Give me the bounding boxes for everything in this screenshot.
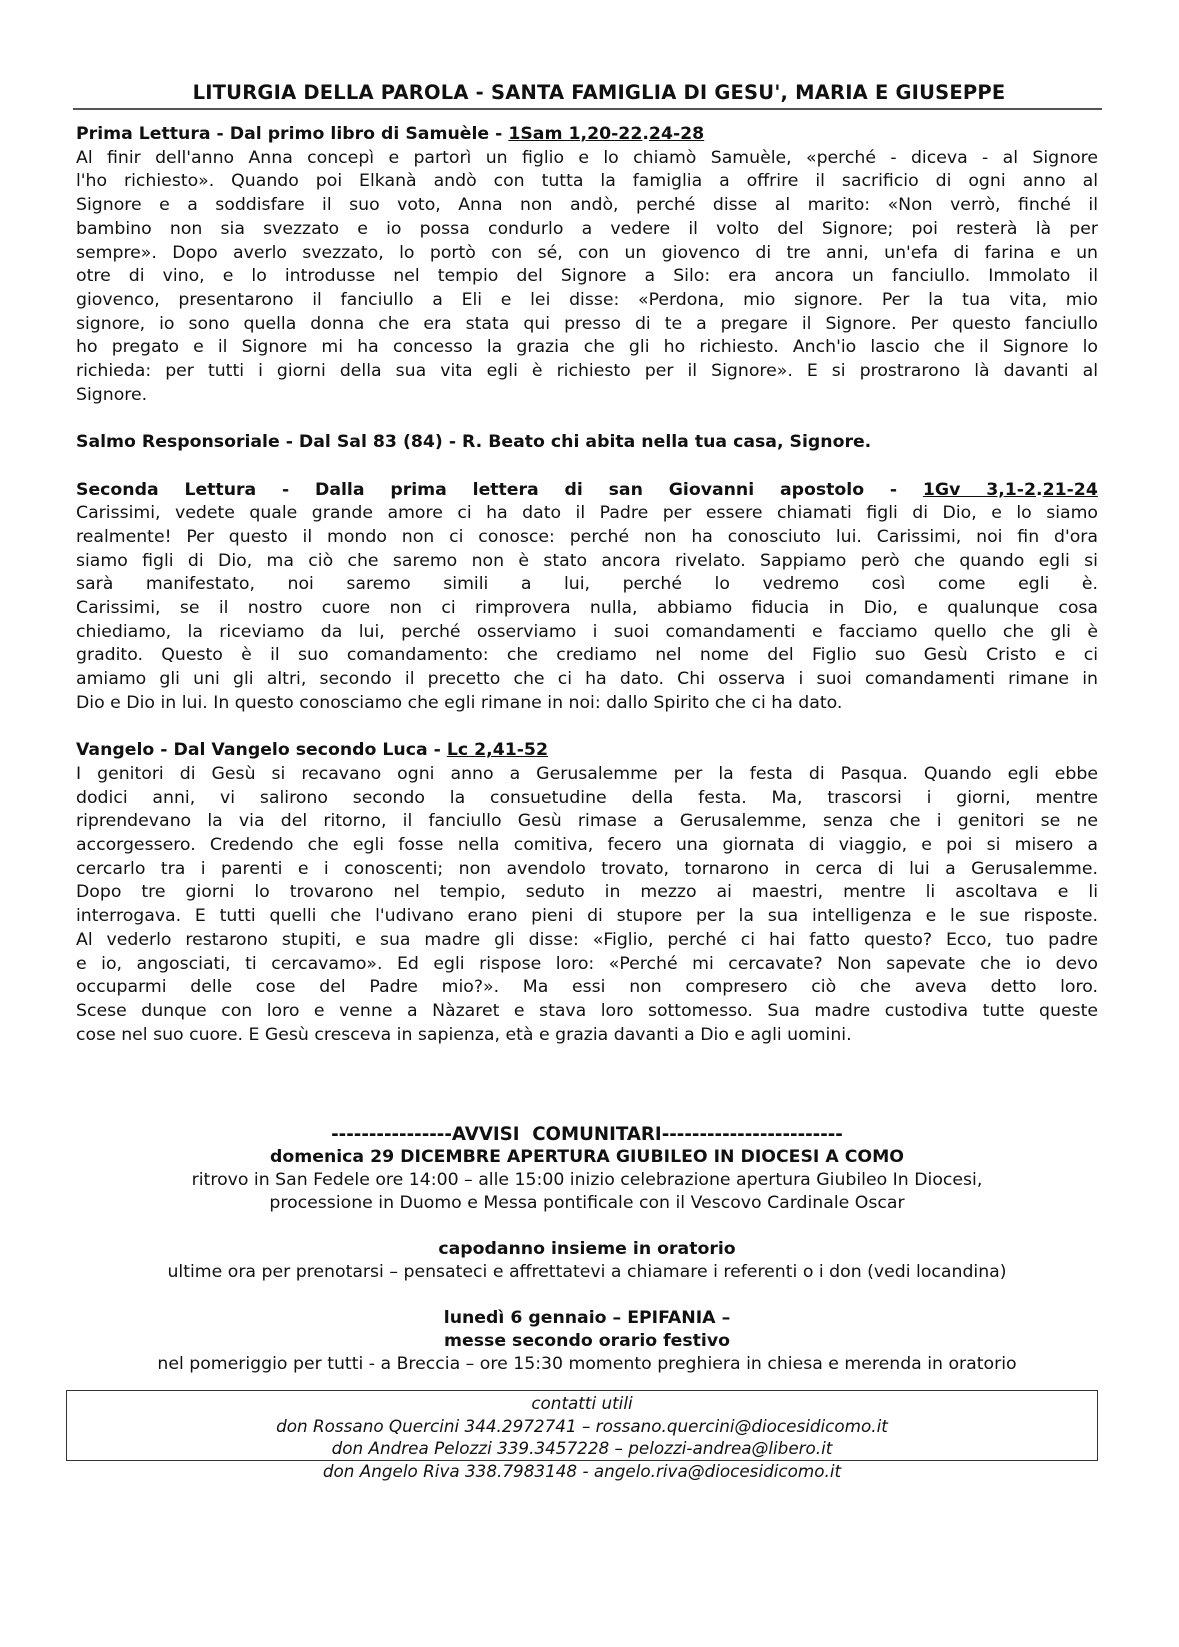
heading-word: apostolo [779,479,865,500]
avviso-subtitle: messe secondo orario festivo [444,1331,730,1351]
text-line: interrogava. E tutti quelli che l'udivano erano pieni di stupore per la sua intelligenza e le sue risposte. [76,906,1098,927]
avviso-line: ritrovo in San Fedele ore 14:00 – alle 15:00 inizio celebrazione apertura Giubileo In Diocesi, [191,1170,983,1190]
salmo-heading: Salmo Responsoriale - Dal Sal 83 (84) - R. Beato chi abita nella tua casa, Signore. [76,432,872,453]
text-line: Al vederlo restarono stupiti, e sua madre gli disse: «Figlio, perché ci hai fatto questo? Ecco, tuo padre [76,929,1098,950]
text-line: cose nel suo cuore. E Gesù cresceva in sapienza, età e grazia davanti a Dio e agli uomini. [76,1024,852,1045]
liturgy-page [76,80,1098,1047]
contact-entry: don Rossano Quercini 344.2972741 – rossano.quercini@diocesidicomo.it [276,1415,888,1436]
text-line: Scese dunque con loro e venne a Nàzaret e stava loro sottomesso. Sua madre custodiva tutte queste [76,1000,1098,1021]
heading-word: - [889,479,898,500]
text-line: accorgessero. Credendo che egli fosse nella comitiva, fecero una giornata di viaggio, e poi si misero a [76,835,1098,856]
heading-word: Dalla [315,479,365,500]
text-line: sarà manifestato, noi saremo simili a lui, perché lo vedremo così come egli è. [76,574,1098,595]
heading-word: prima [390,479,447,500]
text-line: Dio e Dio in lui. In questo conosciamo che egli rimane in noi: dallo Spirito che ci ha dato. [76,692,843,713]
text-line: occuparmi delle cose del Padre mio?». Ma essi non compresero ciò che aveva detto loro. [76,977,1098,998]
contacts-box [66,1390,1098,1481]
heading-word: di [564,479,583,500]
text-line: Dopo tre giorni lo trovarono nel tempio, seduto in mezzo ai maestri, mentre li ascoltava e li [76,882,1098,903]
text-line: amiamo gli uni gli altri, secondo il precetto che ci ha dato. Chi osserva i suoi comandamenti rimane in [76,669,1098,690]
avviso-item [76,1146,1098,1215]
seconda-lettura-ref-sep: . [1036,479,1043,500]
page-title: LITURGIA DELLA PAROLA - SANTA FAMIGLIA DI GESU', MARIA E GIUSEPPE [192,81,1006,104]
prima-lettura-heading [76,123,1098,147]
prima-lettura-section [76,123,1098,407]
title-divider [73,108,1102,110]
seconda-lettura-text [76,502,1098,715]
text-line: cercarlo tra i parenti e i conoscenti; non avendolo trovato, tornarono in cerca di lui a Gerusalemme. [76,858,1098,879]
vangelo-text [76,763,1098,1047]
avviso-title: domenica 29 DICEMBRE APERTURA GIUBILEO IN DIOCESI A COMO [269,1147,904,1167]
avviso-line: ultime ora per prenotarsi – pensateci e affrettatevi a chiamare i referenti o i don (vedi locandina) [167,1262,1007,1282]
heading-word: Lettura [184,479,257,500]
text-line: otre di vino, e lo introdusse nel tempio del Signore a Silo: era ancora un fanciullo. Immolato il [76,266,1098,287]
text-line: siamo figli di Dio, ma ciò che saremo non è stato ancora rivelato. Sappiamo però che quando egli si [76,550,1098,571]
avviso-title: lunedì 6 gennaio – EPIFANIA – [443,1308,731,1328]
text-line: Carissimi, vedete quale grande amore ci ha dato il Padre per essere chiamati figli di Dio, e lo siamo [76,503,1098,524]
text-line: Al finir dell'anno Anna concepì e partorì un figlio e lo chiamò Samuèle, «perché - diceva - al Signore [76,147,1098,168]
text-line: Signore. [76,384,148,405]
seconda-lettura-ref [923,480,1098,500]
avviso-item [76,1307,1098,1376]
vangelo-heading [76,739,1098,763]
seconda-lettura-heading [76,479,1098,503]
contacts-title: contatti utili [531,1393,633,1413]
prima-lettura-ref-part1: 1Sam 1,20-22 [508,124,643,144]
heading-word: lettera [472,479,539,500]
text-line: dodici anni, vi salirono secondo la consuetudine della festa. Ma, trascorsi i giorni, mentre [76,787,1098,808]
seconda-lettura-ref-part2: 21-24 [1042,479,1098,500]
text-line: sempre». Dopo averlo svezzato, lo portò con sé, con un giovenco di tre anni, un'efa di farina e un [76,242,1098,263]
avviso-line: nel pomeriggio per tutti - a Breccia – ore 15:30 momento preghiera in chiesa e merenda in oratorio [157,1354,1017,1374]
avviso-line: processione in Duomo e Messa pontificale con il Vescovo Cardinale Oscar [269,1193,905,1213]
text-line: giovenco, presentarono il fanciullo a Eli e lei disse: «Perdona, mio signore. Per la tua vita, mio [76,289,1098,310]
text-line: riprendevano la via del ritorno, il fanciullo Gesù rimase a Gerusalemme, senza che i genitori se ne [76,811,1098,832]
seconda-lettura-section [76,479,1098,716]
prima-lettura-title: Prima Lettura - Dal primo libro di Samuèle - [76,124,509,144]
text-line: richieda: per tutti i giorni della sua vita egli è richiesto per il Signore». E si prostrarono là davanti al [76,361,1098,382]
text-line: Carissimi, se il nostro cuore non ci rimprovera nulla, abbiamo fiducia in Dio, e qualunque cosa [76,598,1098,619]
prima-lettura-text [76,147,1098,408]
heading-word: Giovanni [668,479,755,500]
avvisi-header: ----------------AVVISI COMUNITARI------------------------ [331,1124,843,1145]
prima-lettura-ref-part2: 24-28 [648,124,705,144]
vangelo-section [76,739,1098,1047]
avviso-title: capodanno insieme in oratorio [438,1239,736,1259]
heading-word: - [282,479,290,500]
heading-word: Seconda [76,479,159,500]
text-line: l'ho richiesto». Quando poi Elkanà andò con tutta la famiglia a offrire il sacrificio di ogni anno al [76,171,1098,192]
avvisi-section [76,1123,1098,1376]
text-line: signore, io sono quella donna che era stata qui presso di te a pregare il Signore. Per questo fanciullo [76,313,1098,334]
text-line: e io, angosciati, ti cercavamo». Ed egli rispose loro: «Perché mi cercavate? Non sapevate che io devo [76,953,1098,974]
contact-entry: don Angelo Riva 338.7983148 - angelo.riva@diocesidicomo.it [322,1460,842,1481]
text-line: I genitori di Gesù si recavano ogni anno a Gerusalemme per la festa di Pasqua. Quando egli ebbe [76,763,1098,784]
text-line: realmente! Per questo il mondo non ci conosce: perché non ha conosciuto lui. Carissimi, noi fin d'ora [76,526,1098,547]
text-line: gradito. Questo è il suo comandamento: che crediamo nel nome del Figlio suo Gesù Cristo e ci [76,645,1098,666]
text-line: bambino non sia svezzato e io possa condurlo a vedere il volto del Signore; poi resterà là per [76,218,1098,239]
salmo-section [76,431,1098,455]
text-line: Signore e a soddisfare il suo voto, Anna non andò, perché disse al marito: «Non verrò, finché il [76,195,1098,216]
avviso-item [76,1238,1098,1284]
vangelo-title: Vangelo - Dal Vangelo secondo Luca - [76,740,447,761]
heading-word: san [608,479,643,500]
text-line: chiediamo, la riceviamo da lui, perché osserviamo i suoi comandamenti e facciamo quello che gli è [76,621,1098,642]
prima-lettura-ref-sep: . [642,124,649,144]
vangelo-ref: Lc 2,41-52 [446,740,548,761]
contact-entry: don Andrea Pelozzi 339.3457228 – pelozzi-andrea@libero.it [331,1438,833,1458]
seconda-lettura-ref-part1: 1Gv 3,1-2 [922,479,1036,500]
text-line: ho pregato e il Signore mi ha concesso la grazia che gli ho richiesto. Anch'io lascio che il Signore lo [76,337,1098,358]
